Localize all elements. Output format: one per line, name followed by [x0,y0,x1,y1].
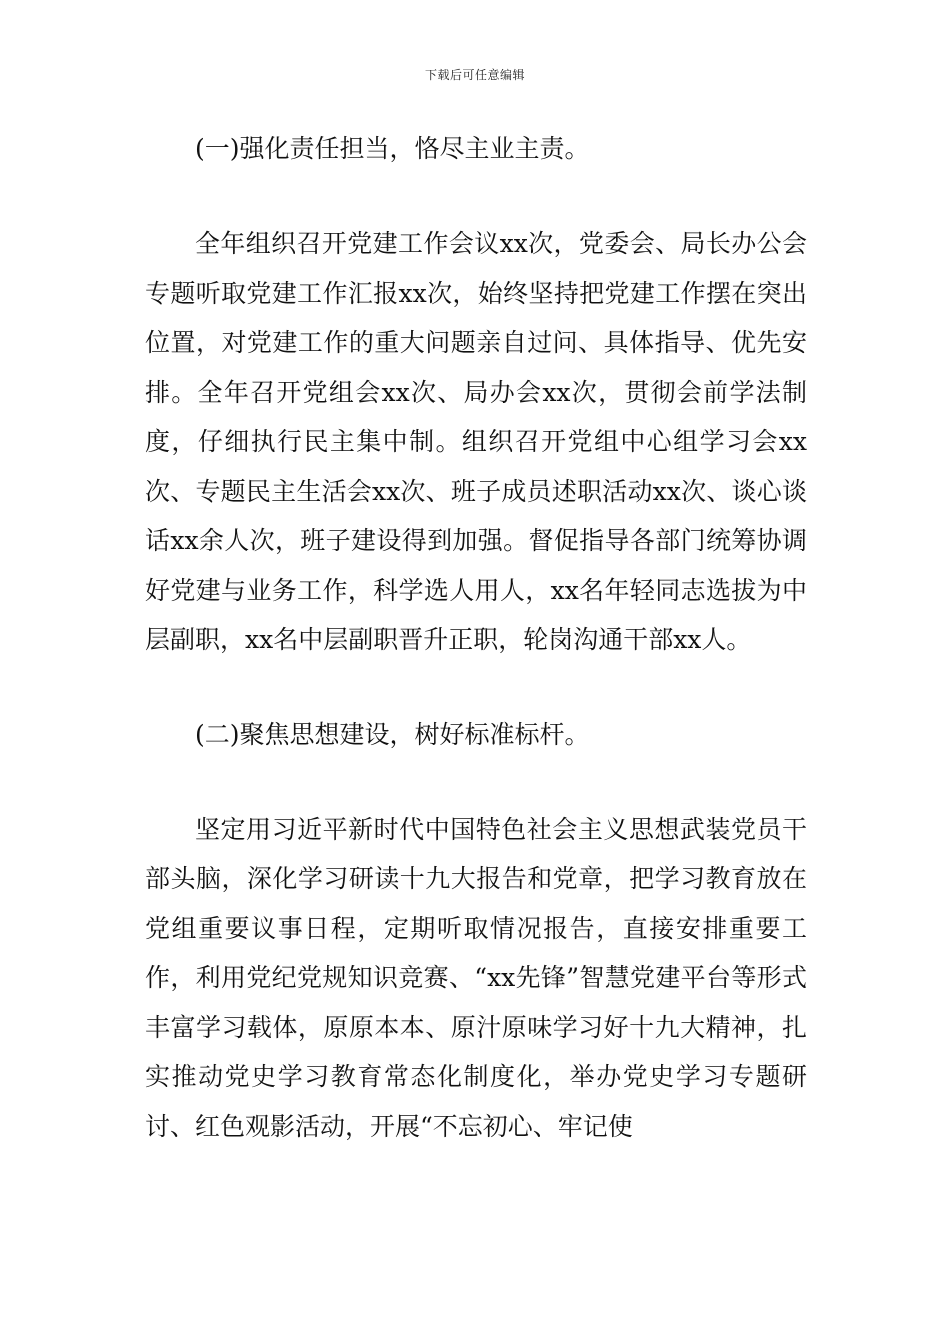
section-heading-2: (二)聚焦思想建设，树好标准标杆。 [195,719,590,749]
section-paragraph-1: 全年组织召开党建工作会议xx次，党委会、局长办公会专题听取党建工作汇报xx次，始终坚持把党建工作摆在突出位置，对党建工作的重大问题亲自过问、具体指导、优先安排。全年召开党组会xx次、局办会xx次，贯彻会前学法制度，仔细执行民主集中制。组织召开党组中心组学习会xx次、专题民主生活会xx次、班子成员述职活动xx次、谈心谈话xx余人次，班子建设得到加强。督促指导各部门统筹协调好党建与业务工作，科学选人用人，xx名年轻同志选拔为中层副职，xx名中层副职晋升正职，轮岗沟通干部xx人。 [145,229,807,654]
header-note: 下载后可任意编辑 [424,68,525,82]
spacer [145,168,807,219]
spacer [145,665,807,716]
section-paragraph-2: 坚定用习近平新时代中国特色社会主义思想武装党员干部头脑，深化学习研读十九大报告和党章，把学习教育放在党组重要议事日程，定期听取情况报告，直接安排重要工作，利用党纪党规知识竞赛、“xx先锋”智慧党建平台等形式丰富学习载体，原原本本、原汁原味学习好十九大精神，扎实推动党史学习教育常态化制度化，举办党史学习专题研讨、红色观影活动，开展“不忘初心、牢记使 [145,814,807,1141]
spacer [145,754,807,805]
document-body [145,130,807,1151]
section-heading-1: (一)强化责任担当，恪尽主业主责。 [195,134,590,163]
